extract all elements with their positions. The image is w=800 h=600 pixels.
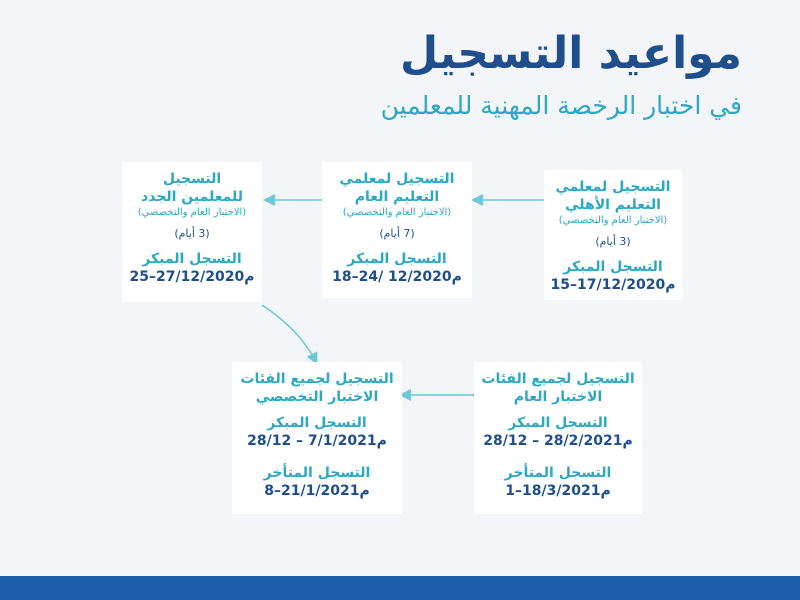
card-specialized-test [232,362,402,514]
card-private-teachers [544,170,682,300]
card-duration: (3 أيام) [595,235,631,248]
card-title-line1: التسجيل لجميع الفئات [481,371,635,387]
card-title-line1: التسجيل لجميع الفئات [240,371,394,387]
early-registration-date: 28/12 – 28/2/2021م [483,433,633,449]
card-duration: (3 أيام) [174,227,210,240]
early-registration-label: التسجل المبكر [508,415,608,431]
late-registration-label: التسجل المتأخر [263,465,371,481]
card-title-line2: التعليم الأهلي [565,197,661,213]
early-registration-date: 18–24/ 12/2020م [332,269,462,285]
early-registration-label: التسجل المبكر [563,259,663,275]
early-registration-label: التسجل المبكر [267,415,367,431]
card-title-line1: التسجيل [162,171,222,187]
early-registration-date: 15–17/12/2020م [550,277,676,293]
arrow-new-to-specialized [262,305,316,362]
card-subtitle: (الاختبار العام والتخصصي) [137,207,247,218]
page-subtitle: في اختبار الرخصة المهنية للمعلمين [380,91,742,120]
page-title: مواعيد التسجيل [400,28,742,79]
card-title-line1: التسجيل لمعلمي [555,179,671,195]
card-title-line2: الاختبار العام [513,389,603,405]
card-subtitle: (الاختبار العام والتخصصي) [558,215,668,226]
card-new-teachers [122,162,262,302]
card-subtitle: (الاختبار العام والتخصصي) [342,207,452,218]
card-title-line2: للمعلمين الجدد [141,189,243,205]
card-public-teachers [322,162,472,298]
card-title-line2: التعليم العام [354,189,440,205]
early-registration-date: 28/12 – 7/1/2021م [247,433,387,449]
late-registration-label: التسجل المتأخر [504,465,612,481]
early-registration-label: التسجل المبكر [347,251,447,267]
early-registration-date: 25–27/12/2020م [129,269,255,285]
early-registration-label: التسجل المبكر [142,251,242,267]
card-general-test [474,362,642,514]
footer-bar [0,576,800,600]
card-title-line2: الاختبار التخصصي [255,389,379,405]
late-registration-date: 8–21/1/2021م [264,483,370,499]
card-title-line1: التسجيل لمعلمي [339,171,455,187]
late-registration-date: 1–18/3/2021م [505,483,611,499]
card-duration: (7 أيام) [379,227,415,240]
